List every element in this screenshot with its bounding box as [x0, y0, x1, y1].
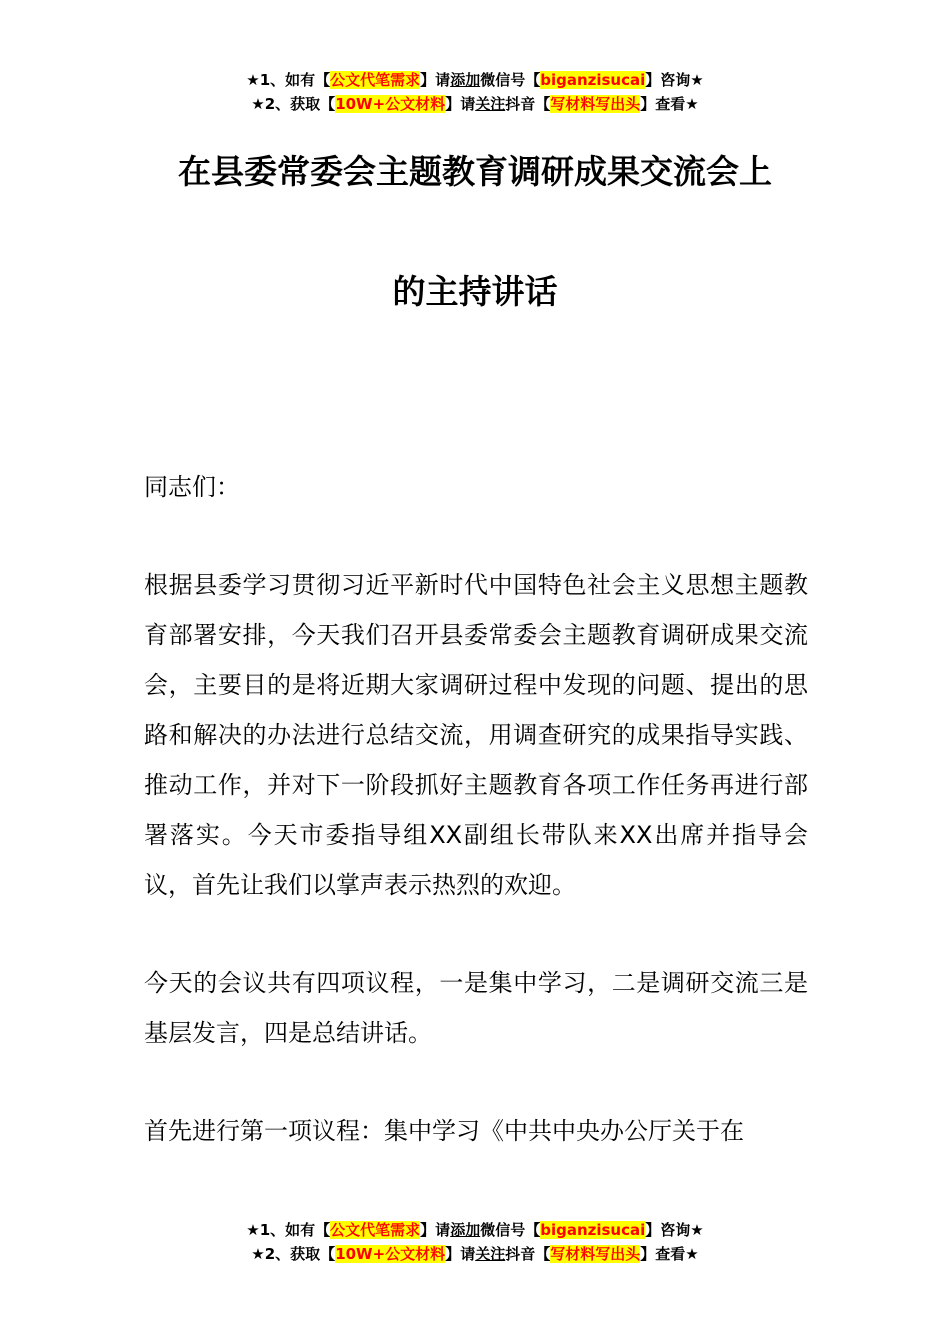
highlight-service: 公文代笔需求: [330, 71, 421, 89]
salutation: 同志们：: [144, 473, 240, 501]
body-paragraph: 今天的会议共有四项议程，一是集中学习，二是调研交流三是基层发言，四是总结讲话。: [144, 969, 808, 1047]
highlight-materials: 10W+公文材料: [335, 95, 446, 113]
highlight-douyin-account: 写材料写出头: [550, 95, 641, 113]
body-paragraph: 首先进行第一项议程：集中学习《中共中央办公厅关于在: [144, 1117, 744, 1145]
highlight-service: 公文代笔需求: [330, 1221, 421, 1239]
header-banner: [0, 68, 950, 116]
document-body: [144, 462, 808, 1156]
body-paragraph: 根据县委学习贯彻习近平新时代中国特色社会主义思想主题教育部署安排，今天我们召开县委常委会主题教育调研成果交流会，主要目的是将近期大家调研过程中发现的问题、提出的思路和解决的办法进行总结交流，用调查研究的成果指导实践、推动工作，并对下一阶段抓好主题教育各项工作任务再进行部署落实。今天市委指导组XX副组长带队来XX出席并指导会议，首先让我们以掌声表示热烈的欢迎。: [144, 571, 808, 899]
banner-line-1: ★1、如有【公文代笔需求】请添加微信号【biganzisucai】咨询★: [246, 71, 704, 89]
footer-banner: [0, 1218, 950, 1266]
highlight-wechat-id: biganzisucai: [540, 1221, 646, 1239]
document-title-line-2: 的主持讲话: [392, 272, 558, 311]
highlight-materials: 10W+公文材料: [335, 1245, 446, 1263]
banner-line-2: ★2、获取【10W+公文材料】请关注抖音【写材料写出头】查看★: [251, 1245, 699, 1263]
highlight-douyin-account: 写材料写出头: [550, 1245, 641, 1263]
banner-line-1: ★1、如有【公文代笔需求】请添加微信号【biganzisucai】咨询★: [246, 1221, 704, 1239]
document-title-line-1: 在县委常委会主题教育调研成果交流会上: [178, 152, 772, 191]
banner-line-2: ★2、获取【10W+公文材料】请关注抖音【写材料写出头】查看★: [251, 95, 699, 113]
highlight-wechat-id: biganzisucai: [540, 71, 646, 89]
